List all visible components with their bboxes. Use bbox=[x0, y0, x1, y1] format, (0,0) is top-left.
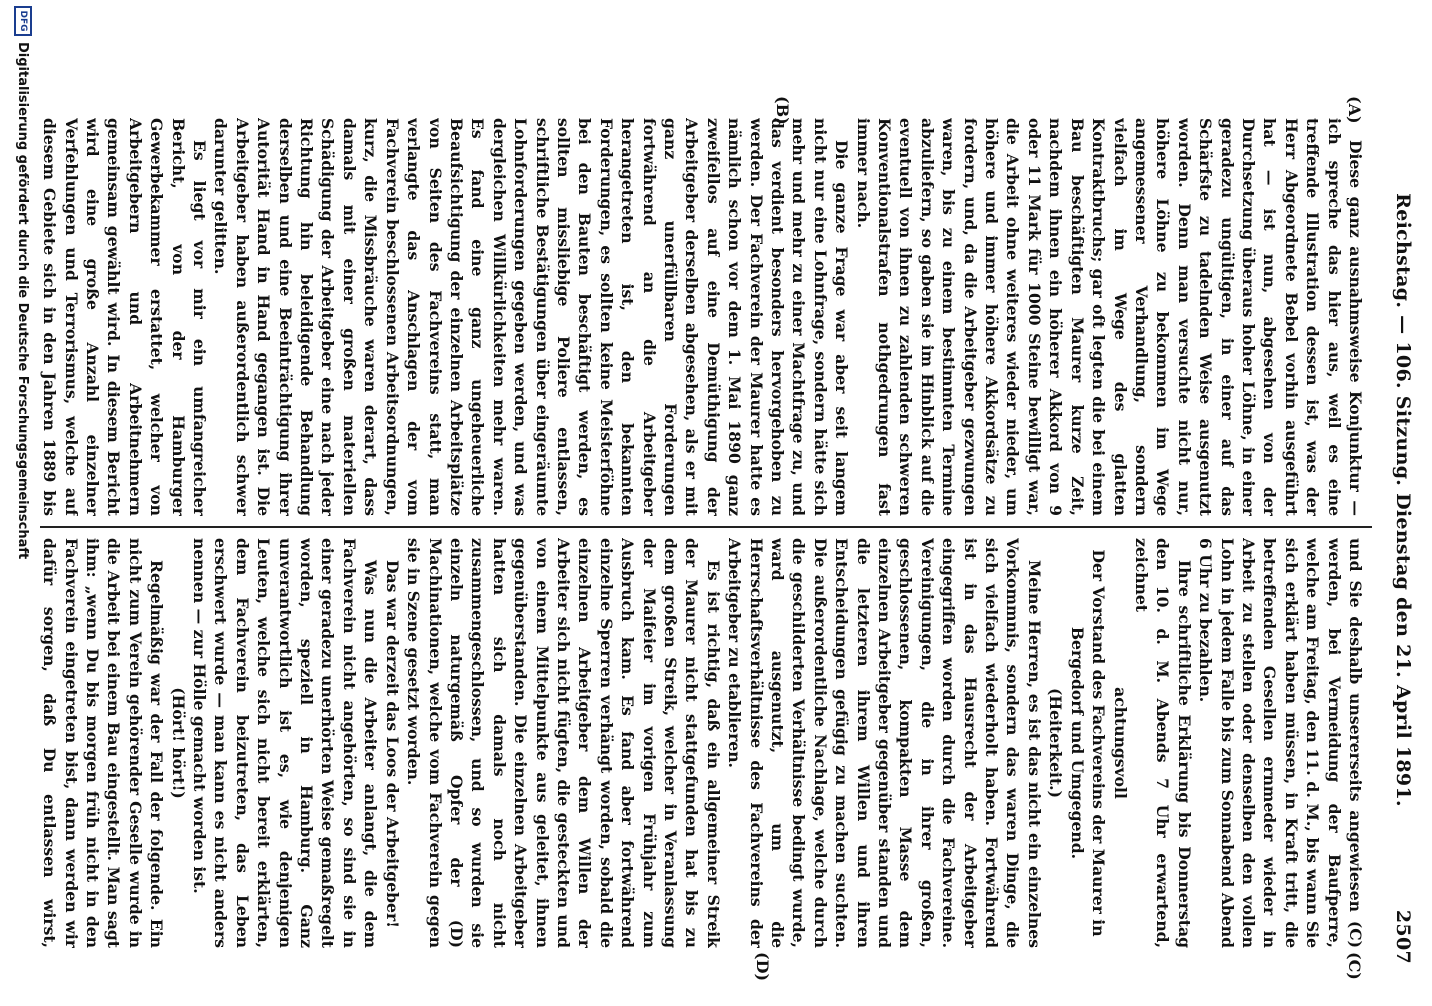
letter-body: Ihre schriftliche Erklärung bis Donnerstag den 10. d. M. Abends 7 Uhr erwartend, zeichnet bbox=[1131, 538, 1194, 948]
right-column bbox=[38, 538, 1366, 948]
paragraph: Regelmäßig war der Fall der folgende. Ein nicht zum Verein gehörender Geselle wurde in die Arbeit bei einem Bau eingestellt. Man sagt ihm: „wenn Du bis morgen früh nicht in den Fachverein eingetreten bist, dann werden wir dafür sorgen, daß Du entlassen wirst, bbox=[40, 538, 167, 948]
page-title: Reichstag. — 106. Sitzung. Dienstag den 21. April 1891. bbox=[1392, 193, 1414, 807]
page-number: 2507 bbox=[1392, 909, 1414, 964]
margin-marker-c: (C) bbox=[1345, 952, 1364, 980]
page-header bbox=[1378, 36, 1422, 964]
paragraph: Das war derzeit das Loos der Arbeitgeber! bbox=[382, 560, 402, 929]
interjection: (Heiterkeit.) bbox=[1046, 688, 1066, 798]
paragraph: Es ist richtig, daß ein allgemeiner Streik der Maurer nicht stattgefunden hat bis zu dem großen Streik, welcher in Veranlassung der Maifeier im vorigen Frühjahr zum Ausbruch kam. Es fand aber fortwährend einzelne Sperren verhängt worden, sobald die einzelnen Arbeitgeber dem Willen der Arbeiter sich nicht fügten, die gesteckten und von einem Mittelpunkte aus geleitet, ihnen gegenüberstanden. Die einzelnen Arbeitgeber hatten sich damals noch nicht zusammengeschlossen, und so wurden sie einzeln naturgemäß Opfer der (D) Machinationen, welche vom Fachverein gegen sie in Szene gesetzt worden. bbox=[404, 538, 723, 948]
column-divider bbox=[40, 526, 1372, 528]
paragraph: Die ganze Frage war aber seit langem nicht nur eine Lohnfrage, sondern hätte sich mehr und mehr zu einer Machtfrage zu, und das verdient besonders hervorgehoben zu werden. Der Fachverein der Maurer hatte es nämlich schon vor dem 1. Mai 1890 ganz zweifellos auf eine Demüthigung der Arbeitgeber derselben abgesehen, als er mit ganz unerfüllbaren Forderungen fortwährend an die Arbeitgeber herangetreten ist, den bekannten Forderungen, es sollten keine Meisterföhne bei den Bauten beschäftigt werden, es sollten missliebige Poliere entlassen, schriftliche Bestätigungen über eingeräumte Lohnforderungen gegeben werden, und was dergleichen Willkürlichkeiten mehr waren. Es fand eine ganz ungeheuerliche Beaufsichtigung der einzelnen Arbeitsplätze von Seiten des Fachvereins statt, man verlangte das Anschlagen der vom Fachverein beschlossenen Arbeitsordnungen, kurz, die Missbräuche waren derart, dass damals mit einer großen materiellen Schädigung der Arbeitgeber eine nach jeder Richtung hin beleidigende Behandlung derselben und eine Beeinträchtigung ihrer Autorität Hand in Hand gegangen ist. Die Arbeitgeber haben außerordentlich schwer darunter gelitten. bbox=[211, 118, 852, 516]
margin-marker-b: (B) bbox=[773, 96, 792, 125]
paragraph: Meine Herren, es ist das nicht ein einzelnes Vorkommnis, sondern das waren Dinge, die sich vielfach wiederholt haben. Fortwährend ist in das Hausrecht der Arbeitgeber eingegriffen worden durch die Fachvereine. Vereinigungen, die in ihrer großen, geschlossenen, kompakten Masse dem einzelnen Arbeitgeber gegenüber standen und die letzteren ihrem Willen und ihren Entscheidungen gefügig zu machen suchten. Die außerordentliche Nachlage, welche durch die geschilderten Verhältnisse bedingt wurde, ward ausgenutzt, um die Herrschaftsverhältnisse des Fachvereins der Arbeitgeber zu etablieren. bbox=[725, 538, 1044, 948]
margin-marker-d: (D) bbox=[753, 952, 772, 982]
letter-body: und Sie deshalb unsererseits angewiesen (C) werden, bei Vermeidung der Baufperre, welche am Freitag, den 11. d. M., bis wann Sie sich erklärt haben müssen, in Kraft tritt, die betreffenden Gesellen ernmeder wieder in Arbeit zu stellen oder denselben den vollen Lohn in jedem Falle bis zum Sonnabend Abend 6 Uhr zu bezahlen. bbox=[1196, 538, 1365, 948]
letter-closing: achtungsvoll bbox=[1110, 687, 1130, 799]
paragraph: Es liegt vor mir ein umfangreicher Bericht, von der Hamburger Gewerbekammer erstattet, welcher von Arbeitgebern und Arbeitnehmern gemeinsam gewählt wird. In diesem Bericht wird eine große Anzahl einzelner Verfehlungen und Terrorismus, welche auf diesem Gebiete sich in den Jahren 1889 bis bbox=[40, 118, 210, 516]
dfg-logo-icon: DFG bbox=[14, 6, 32, 36]
letter-signature: Der Vorstand des Fachvereins der Maurer in Bergedorf und Umgegend. bbox=[1067, 549, 1109, 937]
paragraph: Diese ganz ausnahmsweise Konjunktur — ich spreche das hier aus, weil es eine treffende Illustration dessen ist, was der Herr Abgeordnete Bebel vorhin ausgeführt hat — ist nun, abgesehen von der Durchsetzung überaus hoher Löhne, in einer geradezu ungültigen, in einer auf das Schärfste zu tadelnden Weise ausgenutzt worden. Denn man versuchte nicht nur, höhere Löhne zu bekommen im Wege angemessener Verhandlung, sondern vielfach im Wege des glatten Kontraktbruchs; gar oft legten die bei einem Bau beschäftigten Maurer kurze Zeit, nachdem ihnen ein höherer Akkord von 9 oder 11 Mark für 1000 Steine bewilligt war, die Arbeit ohne weiteres wieder nieder, um höhere und immer höhere Akkordsätze zu fordern, und, da die Arbeitgeber gezwungen waren, bis zu einem bestimmten Termine abzuliefern, so gaben sie im Hinblick auf die eventuell von ihnen zu zahlenden schweren Konventionalstrafen nothgedrungen fast immer nach. bbox=[853, 118, 1365, 516]
margin-marker-a: (A) bbox=[1345, 96, 1364, 124]
digitization-footer bbox=[14, 6, 32, 1006]
footer-text: Digitalisierung gefördert durch die Deutsche Forschungsgemeinschaft bbox=[15, 42, 31, 560]
interjection: (Hört! hört!) bbox=[168, 687, 188, 799]
left-column bbox=[38, 118, 1366, 516]
paragraph: Was nun die Arbeiter anlangt, die dem Fachverein nicht angehörten, so sind sie in einer geradezu unerhörten Weise gemaßregelt worden, speziell in Hamburg. Ganz unverantwortlich ist es, wie denjenigen Leuten, welche sich nicht bereit erklärten, dem Fachverein beizutreten, das Leben erschwert wurde — man kann es nicht anders nennen — zur Hölle gemacht worden ist. bbox=[190, 538, 381, 948]
